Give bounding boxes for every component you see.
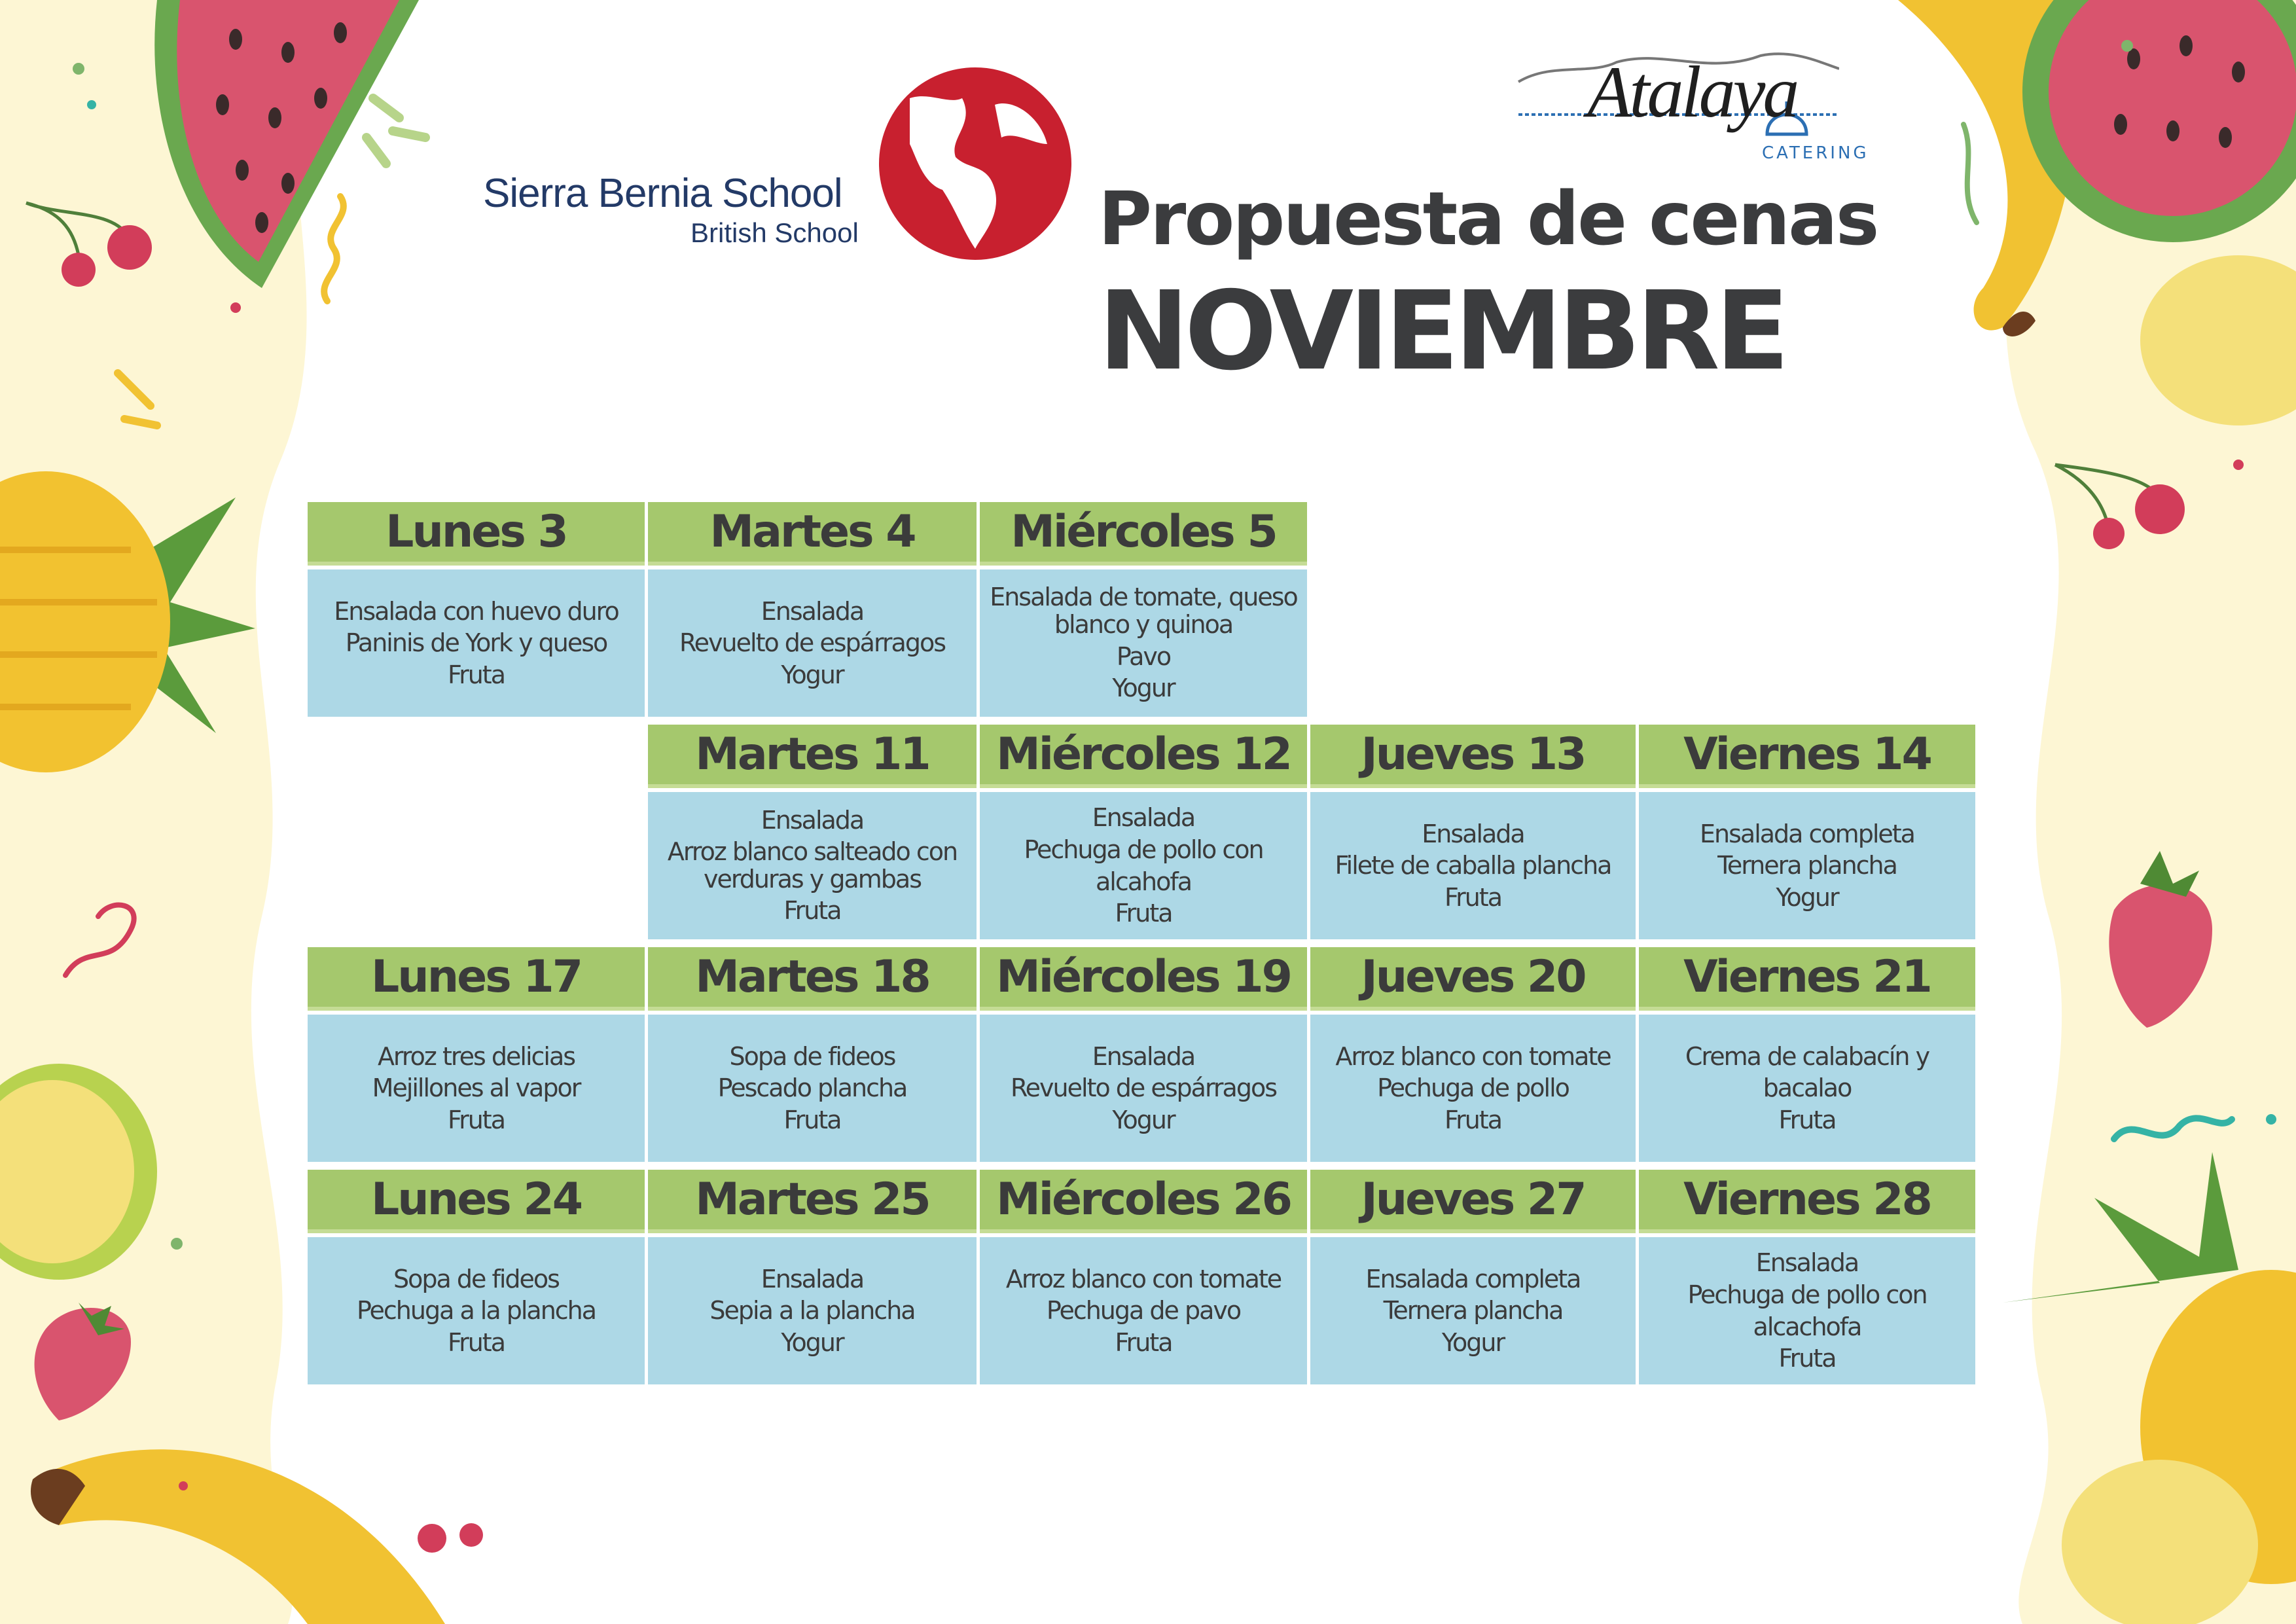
menu-item: Fruta: [1778, 1344, 1836, 1373]
day-header: Jueves 13: [1310, 725, 1636, 788]
day-header: Miércoles 5: [980, 502, 1307, 566]
caterer-name: Atalaya: [1587, 52, 1797, 133]
month-title: NOVIEMBRE: [1098, 268, 1785, 395]
lemon-icon: [2062, 1460, 2258, 1624]
globe-icon: [870, 59, 1080, 268]
day-header: Jueves 27: [1310, 1170, 1636, 1233]
day-menu: [1310, 1015, 1636, 1162]
day-header: Miércoles 19: [980, 947, 1307, 1011]
menu-item: Ensalada: [761, 1264, 864, 1293]
menu-item: Arroz blanco con tomate: [1005, 1264, 1282, 1293]
menu-item: Ternera plancha: [1383, 1296, 1563, 1326]
menu-item: Fruta: [783, 1105, 841, 1134]
menu-item: Pechuga de pollo: [1377, 1074, 1569, 1103]
menu-item: Fruta: [783, 896, 841, 926]
menu-item: Fruta: [448, 1105, 505, 1134]
menu-item: Ensalada: [1755, 1248, 1859, 1278]
menu-item: Sopa de fideos: [393, 1264, 559, 1293]
day-header: Martes 25: [648, 1170, 977, 1233]
menu-item: Revuelto de espárragos: [1010, 1074, 1276, 1103]
day-header: Martes 18: [648, 947, 977, 1011]
caterer-logo: [1512, 36, 1869, 173]
menu-item: Pechuga a la plancha: [356, 1296, 596, 1326]
menu-item: Ensalada completa: [1365, 1264, 1581, 1293]
day-menu: [1639, 1237, 1975, 1384]
menu-item: Yogur: [781, 1327, 844, 1357]
menu-item: Revuelto de espárragos: [679, 628, 945, 658]
cherry-icon: [459, 1523, 483, 1547]
caterer-subtitle: CATERING: [1762, 143, 1869, 163]
menu-item: Yogur: [1441, 1327, 1505, 1357]
menu-item: Fruta: [1444, 882, 1501, 912]
menu-item: Pechuga de pollo con alcahofa: [1024, 835, 1263, 896]
school-logo: [478, 59, 1001, 268]
menu-item: Pescado plancha: [717, 1074, 907, 1103]
day-menu: [980, 1237, 1307, 1384]
menu-item: Mejillones al vapor: [372, 1074, 581, 1103]
menu-item: Fruta: [1115, 899, 1172, 928]
day-menu: [648, 1237, 977, 1384]
menu-item: Ensalada: [761, 596, 864, 626]
menu-item: Ensalada: [1092, 803, 1195, 833]
menu-item: Ensalada completa: [1700, 819, 1914, 848]
day-menu: [1639, 1015, 1975, 1162]
menu-item: Ensalada con huevo duro: [334, 596, 619, 626]
menu-item: Arroz blanco salteado con verduras y gambas: [667, 837, 958, 893]
day-menu: [980, 569, 1307, 717]
menu-item: Crema de calabacín y bacalao: [1685, 1041, 1929, 1103]
school-name: Sierra Bernia School: [483, 171, 842, 216]
day-header: Miércoles 12: [980, 725, 1307, 788]
day-header: Jueves 20: [1310, 947, 1636, 1011]
menu-item: Filete de caballa plancha: [1335, 851, 1611, 880]
day-menu: [648, 1015, 977, 1162]
day-header: Viernes 14: [1639, 725, 1975, 788]
menu-item: Pavo: [1116, 641, 1171, 671]
menu-item: Ternera plancha: [1717, 851, 1897, 880]
day-header: Lunes 3: [308, 502, 645, 566]
page-title: Propuesta de cenas: [1098, 177, 1878, 262]
menu-item: Pechuga de pollo con alcachofa: [1687, 1280, 1927, 1341]
menu-item: Yogur: [1112, 1105, 1175, 1134]
day-menu: [980, 792, 1307, 939]
menu-item: Ensalada: [761, 806, 864, 835]
menu-item: Paninis de York y queso: [345, 628, 607, 658]
menu-item: Fruta: [1778, 1105, 1836, 1134]
day-menu: [648, 792, 977, 939]
menu-item: Ensalada: [1422, 819, 1524, 848]
day-header: Martes 4: [648, 502, 977, 566]
menu-item: Yogur: [781, 660, 844, 689]
day-menu: [308, 1237, 645, 1384]
school-subtitle: British School: [691, 217, 859, 248]
menu-item: Yogur: [1776, 882, 1839, 912]
menu-item: Pechuga de pavo: [1046, 1296, 1241, 1326]
menu-item: Arroz blanco con tomate: [1335, 1041, 1611, 1071]
menu-item: Fruta: [448, 660, 505, 689]
day-menu: [1310, 1237, 1636, 1384]
menu-item: Fruta: [448, 1327, 505, 1357]
day-header: Martes 11: [648, 725, 977, 788]
menu-item: Arroz tres delicias: [377, 1041, 575, 1071]
menu-item: Ensalada de tomate, queso blanco y quinoa: [990, 583, 1297, 639]
day-menu: [980, 1015, 1307, 1162]
menu-item: Sepia a la plancha: [709, 1296, 915, 1326]
day-menu: [1639, 792, 1975, 939]
day-menu: [1310, 792, 1636, 939]
menu-item: Fruta: [1115, 1327, 1172, 1357]
cherry-icon: [418, 1524, 446, 1553]
menu-item: Ensalada: [1092, 1041, 1195, 1071]
menu-item: Fruta: [1444, 1105, 1501, 1134]
day-menu: [308, 1015, 645, 1162]
day-header: Viernes 21: [1639, 947, 1975, 1011]
day-header: Lunes 17: [308, 947, 645, 1011]
day-header: Lunes 24: [308, 1170, 645, 1233]
day-menu: [308, 569, 645, 717]
menu-item: Yogur: [1112, 674, 1175, 703]
day-header: Miércoles 26: [980, 1170, 1307, 1233]
menu-item: Sopa de fideos: [729, 1041, 895, 1071]
day-menu: [648, 569, 977, 717]
day-header: Viernes 28: [1639, 1170, 1975, 1233]
